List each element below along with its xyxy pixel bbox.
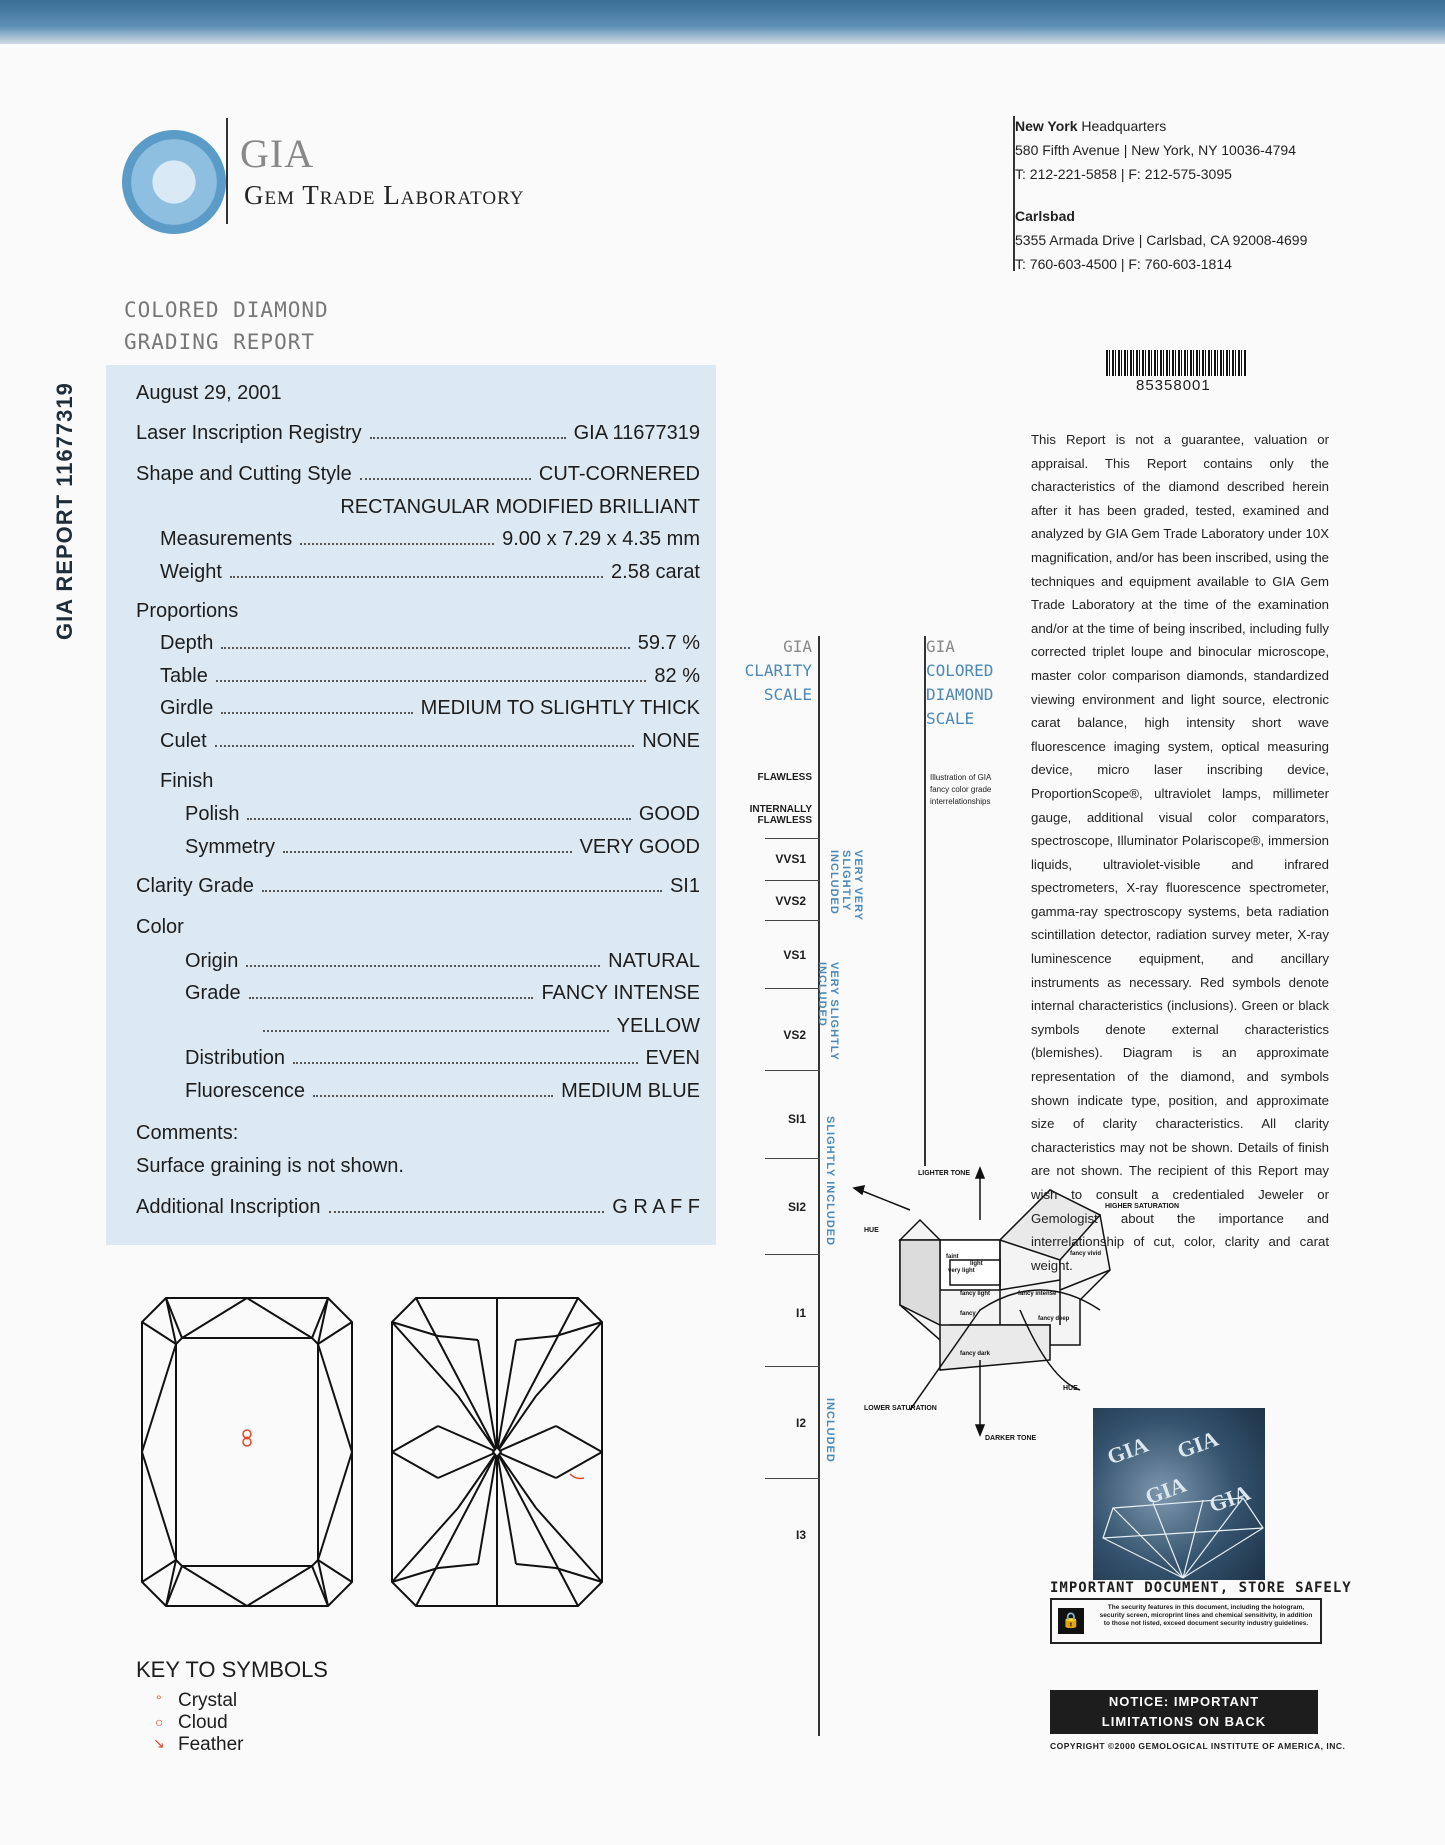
tick xyxy=(765,1070,820,1071)
comments-value: Surface graining is not shown. xyxy=(136,1155,404,1177)
distribution-value: EVEN xyxy=(645,1047,700,1069)
row-origin xyxy=(185,950,700,973)
tick xyxy=(765,1254,820,1255)
key-title: KEY TO SYMBOLS xyxy=(136,1657,328,1682)
notice-line1: NOTICE: IMPORTANT xyxy=(1108,1694,1260,1709)
weight-label: Weight xyxy=(160,561,222,583)
cell-fancy-light: fancy light xyxy=(960,1291,991,1297)
symmetry-label: Symmetry xyxy=(185,836,275,858)
notice-line2: LIMITATIONS ON BACK xyxy=(1101,1714,1267,1729)
shape-label: Shape and Cutting Style xyxy=(136,463,352,485)
grade-i2: I2 xyxy=(795,1416,806,1430)
ny-phone: T: 212-221-5858 | F: 212-575-3095 xyxy=(1015,166,1232,182)
table-label: Table xyxy=(160,665,208,687)
meas-label: Measurements xyxy=(160,528,293,550)
row-table xyxy=(160,665,700,688)
proportions-label: Proportions xyxy=(136,600,239,622)
feather-symbol-icon: ↘ xyxy=(153,1735,165,1751)
tick xyxy=(765,920,820,921)
report-date: August 29, 2001 xyxy=(136,382,282,404)
tick xyxy=(765,988,820,989)
dot-leader xyxy=(293,1062,637,1064)
group-si: SLIGHTLY INCLUDED xyxy=(824,1116,836,1247)
clarity-scale-axis xyxy=(818,636,820,1736)
dot-leader xyxy=(329,1211,605,1213)
grade-vs1: VS1 xyxy=(783,948,806,962)
side-report-number: GIA REPORT 11677319 xyxy=(52,382,77,640)
clarity-scale-title2: SCALE xyxy=(763,685,812,704)
notice-box xyxy=(1050,1690,1318,1734)
grade-i1: I1 xyxy=(795,1306,806,1320)
clarity-scale-gia: GIA xyxy=(783,637,812,656)
row-distribution xyxy=(185,1047,700,1070)
hologram xyxy=(1093,1408,1265,1580)
security-features-text: The security features in this document, including the hologram, security screen, microprint lines and chemical sensitivity, in addition to those not listed, exceed document security industry guidelines. xyxy=(1099,1604,1313,1627)
dot-leader xyxy=(221,712,412,714)
hologram-text: GIA xyxy=(1173,1425,1222,1464)
color-scale-title1: COLORED xyxy=(926,661,994,680)
barcode-number: 85358001 xyxy=(1136,377,1211,394)
clarity-scale-title1: CLARITY xyxy=(744,661,812,680)
dot-leader xyxy=(262,890,662,892)
meas-value: 9.00 x 7.29 x 4.35 mm xyxy=(502,528,700,550)
lower-saturation-label: LOWER SATURATION xyxy=(864,1405,937,1412)
darker-tone-label: DARKER TONE xyxy=(985,1435,1037,1442)
group-vsi: VERY SLIGHTLY INCLUDED xyxy=(816,962,840,1061)
gia-title: GIA xyxy=(240,131,315,176)
cb-phone: T: 760-603-4500 | F: 760-603-1814 xyxy=(1015,256,1232,272)
color-scale-gia: GIA xyxy=(926,637,955,656)
dot-leader xyxy=(215,745,635,747)
cell-fancy-intense: fancy intense xyxy=(1018,1291,1057,1297)
grade-si2: SI2 xyxy=(787,1200,806,1214)
addresses xyxy=(1015,114,1307,276)
grade-label: Grade xyxy=(185,982,241,1004)
dot-leader xyxy=(370,437,566,439)
disclaimer-text: This Report is not a guarantee, valuation or appraisal. This Report contains only the characteristics of the diamond described herein after it has been graded, tested, examined and analyzed by GIA Gem Trade Laboratory under 10X magnification, and/or has been inscribed, using the techniques and equipment available to GIA Gem Trade Laboratory at the time of the examination and/or at the time of being inscribed, including fully corrected triplet loupe and binocular microscope, master color comparison diamonds, standardized viewing environment and light source, electronic carat balance, high intensity short wave fluorescence imaging system, optical measuring device, micro laser inscribing device, ProportionScope®, ultraviolet lamps, millimeter gauge, additional visual color comparators, spectroscope, Illuminator Polariscope®, immersion liquids, ultraviolet-visible and infrared spectrometers, X-ray fluorescence spectrometer, gamma-ray spectroscopy systems, beta radiation scintillation detector, radiation survey meter, X-ray luminescence equipment, and ancillary instruments as necessary. Red symbols denote internal characteristics (inclusions). Green or black symbols denote external characteristics (blemishes). Diagram is an approximate representation of the diamond, and symbols shown indicate type, position, and approximate size of clarity characteristics. All clarity characteristics may not be shown. Details of finish are not shown. The recipient of this Report may wish to consult a credentialed Jeweler or Gemologist about the importance and interrelationship of cut, color, clarity and carat weight. xyxy=(1031,432,1329,1273)
cell-fancy: fancy xyxy=(960,1311,976,1317)
row-culet xyxy=(160,730,700,753)
shape-value1: CUT-CORNERED xyxy=(538,463,700,485)
grade-if: INTERNALLY FLAWLESS xyxy=(749,804,812,826)
laser-value: GIA 11677319 xyxy=(573,422,700,444)
culet-value: NONE xyxy=(642,730,700,752)
clarity-value: SI1 xyxy=(669,875,700,897)
row-shape xyxy=(136,463,700,486)
row-clarity xyxy=(136,875,700,898)
key-feather: Feather xyxy=(178,1734,244,1755)
key-cloud: Cloud xyxy=(178,1712,228,1733)
grade-vs2: VS2 xyxy=(783,1028,806,1042)
row-additional-inscription xyxy=(136,1196,700,1219)
cell-faint: faint xyxy=(946,1254,959,1260)
tick xyxy=(765,1478,820,1479)
cell-light: light xyxy=(970,1261,983,1267)
grade-value1: FANCY INTENSE xyxy=(541,982,700,1004)
key-crystal: Crystal xyxy=(178,1690,238,1711)
group-vvsi: VERY VERY SLIGHTLY INCLUDED xyxy=(828,850,864,921)
security-box xyxy=(1050,1598,1322,1644)
hologram-text: GIA xyxy=(1103,1431,1152,1470)
dot-leader xyxy=(360,478,531,480)
report-type-line2: GRADING REPORT xyxy=(124,330,316,354)
culet-label: Culet xyxy=(160,730,207,752)
weight-value: 2.58 carat xyxy=(611,561,700,583)
fluorescence-label: Fluorescence xyxy=(185,1080,306,1102)
higher-saturation-label: HIGHER SATURATION xyxy=(1105,1203,1180,1210)
cell-fancy-deep: fancy deep xyxy=(1038,1316,1070,1322)
row-symmetry xyxy=(185,836,700,859)
grade-i3: I3 xyxy=(795,1528,806,1542)
polish-value: GOOD xyxy=(638,803,700,825)
row-grade-cont xyxy=(255,1015,700,1038)
symmetry-value: VERY GOOD xyxy=(579,836,700,858)
ny-address: 580 Fifth Avenue | New York, NY 10036-4794 xyxy=(1015,142,1296,158)
grade-vvs1: VVS1 xyxy=(775,852,806,866)
crystal-plot-symbol xyxy=(243,1430,251,1446)
important-document-label: IMPORTANT DOCUMENT, STORE SAFELY xyxy=(1050,1580,1352,1596)
cell-fancy-dark: fancy dark xyxy=(960,1351,991,1357)
row-polish xyxy=(185,803,700,826)
color-scale-note: Illustration of GIA fancy color grade interrelationships xyxy=(930,773,992,806)
dot-leader xyxy=(246,965,600,967)
dot-leader xyxy=(300,543,494,545)
depth-label: Depth xyxy=(160,632,214,654)
row-laser xyxy=(136,422,700,445)
addl-value: G R A F F xyxy=(612,1196,700,1218)
dot-leader xyxy=(216,680,647,682)
clarity-label: Clarity Grade xyxy=(136,875,254,897)
crystal-symbol-icon: ° xyxy=(156,1692,162,1708)
tick xyxy=(765,880,820,881)
lab-name: Gem Trade Laboratory xyxy=(244,180,525,210)
depth-value: 59.7 % xyxy=(637,632,700,654)
dot-leader xyxy=(283,851,572,853)
logo-divider xyxy=(226,118,228,224)
row-measurements xyxy=(160,528,700,551)
tick xyxy=(765,1158,820,1159)
color-scale-title xyxy=(926,635,1016,731)
finish-label: Finish xyxy=(160,770,214,792)
cloud-symbol-icon: ○ xyxy=(155,1714,164,1730)
dot-leader xyxy=(249,997,534,999)
crown-diagram xyxy=(142,1298,352,1606)
dot-leader xyxy=(263,1030,609,1032)
row-depth xyxy=(160,632,700,655)
comments-label: Comments: xyxy=(136,1122,239,1144)
clarity-scale-title xyxy=(730,635,812,707)
color-label: Color xyxy=(136,916,184,938)
dot-leader xyxy=(247,818,630,820)
grade-value2: YELLOW xyxy=(616,1015,700,1037)
cell-very-light: very light xyxy=(948,1268,975,1274)
report-type-line1: COLORED DIAMOND xyxy=(124,298,329,322)
grade-fl: FLAWLESS xyxy=(757,772,812,783)
top-color-band xyxy=(0,0,1445,44)
distribution-label: Distribution xyxy=(185,1047,286,1069)
group-i: INCLUDED xyxy=(824,1398,836,1463)
origin-value: NATURAL xyxy=(608,950,700,972)
tick xyxy=(765,838,820,839)
addl-label: Additional Inscription xyxy=(136,1196,321,1218)
pavilion-diagram xyxy=(392,1298,602,1606)
color-scale-title3: SCALE xyxy=(926,709,975,728)
hologram-diamond-icon xyxy=(1093,1488,1265,1580)
fluorescence-value: MEDIUM BLUE xyxy=(561,1080,700,1102)
plotting-diagrams xyxy=(138,1296,618,1608)
row-fluorescence xyxy=(185,1080,700,1103)
dot-leader xyxy=(313,1095,553,1097)
dot-leader xyxy=(230,576,603,578)
shape-value2: RECTANGULAR MODIFIED BRILLIANT xyxy=(340,496,700,518)
girdle-label: Girdle xyxy=(160,697,214,719)
copyright: COPYRIGHT ©2000 GEMOLOGICAL INSTITUTE OF AMERICA, INC. xyxy=(1050,1741,1346,1751)
girdle-value: MEDIUM TO SLIGHTLY THICK xyxy=(420,697,700,719)
color-scale-title2: DIAMOND xyxy=(926,685,994,704)
ny-sub: Headquarters xyxy=(1081,118,1167,134)
row-weight xyxy=(160,561,700,584)
hologram-text: GIA xyxy=(1141,1471,1190,1510)
grade-si1: SI1 xyxy=(787,1112,806,1126)
polish-label: Polish xyxy=(185,803,240,825)
dot-leader xyxy=(221,647,629,649)
laser-label: Laser Inscription Registry xyxy=(136,422,362,444)
row-grade xyxy=(185,982,700,1005)
hue-label: HUE xyxy=(864,1227,879,1234)
row-girdle xyxy=(160,697,700,720)
lighter-tone-label: LIGHTER TONE xyxy=(918,1170,970,1177)
table-value: 82 % xyxy=(654,665,700,687)
ny-title: New York xyxy=(1015,118,1078,134)
lock-icon: 🔒 xyxy=(1058,1608,1084,1634)
hologram-text: GIA xyxy=(1205,1479,1254,1518)
origin-label: Origin xyxy=(185,950,239,972)
barcode xyxy=(1106,350,1246,376)
report-type xyxy=(124,294,329,358)
hue2-label: HUE xyxy=(1063,1385,1078,1392)
grade-vvs2: VVS2 xyxy=(775,894,806,908)
cb-title: Carlsbad xyxy=(1015,208,1075,224)
tick xyxy=(765,1366,820,1367)
gia-seal-logo xyxy=(122,130,226,234)
cb-address: 5355 Armada Drive | Carlsbad, CA 92008-4699 xyxy=(1015,232,1308,248)
feather-plot-symbol xyxy=(570,1474,584,1479)
cell-fancy-vivid: fancy vivid xyxy=(1070,1251,1102,1257)
